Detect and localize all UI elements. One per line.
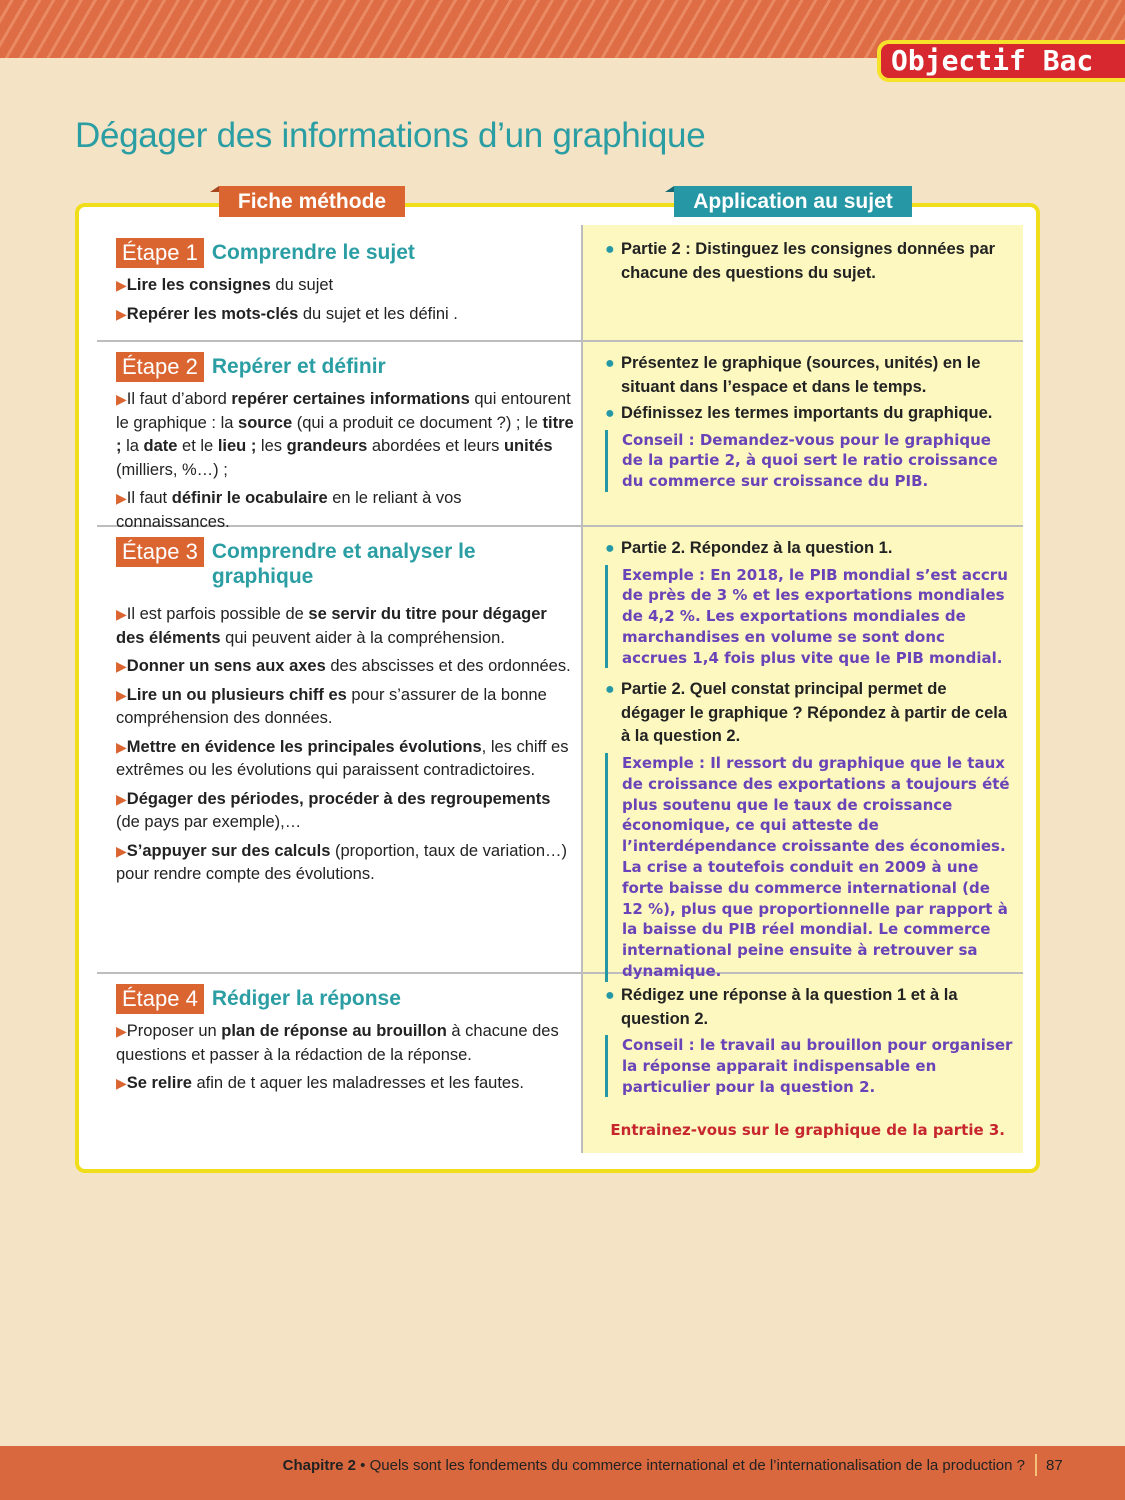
application-point: ● Partie 2. Quel constat principal permet de dégager le graphique ? Répondez à partir de cela à la question 2.	[605, 680, 1008, 746]
application-section-4	[605, 984, 1015, 1154]
application-section-1	[605, 238, 1015, 288]
application-point: ● Présentez le graphique (sources, unités) en le situant dans l’espace et dans le temps.	[605, 354, 981, 396]
arrow-bullet-icon: ▶	[116, 1075, 127, 1091]
training-prompt: Entrainez-vous sur le graphique de la partie 3.	[610, 1121, 1005, 1139]
exemple-note: Exemple : Il ressort du graphique que le taux de croissance des exportations a toujours été plus soutenu que le taux de croissance économique, ce qui atteste de l’interdépendance croissante des économies. La crise a toutefois conduit en 2009 à une forte baisse du commerce international (de 12 %), plus que proportionnelle par rapport à la baisse du PIB réel mondial. Le commerce international peine ensuite à retrouver sa dynamique.	[605, 753, 1015, 982]
step-title: Comprendre le sujet	[211, 241, 415, 264]
application-point: ● Partie 2 : Distinguez les consignes données par chacune des questions du sujet.	[605, 240, 996, 282]
arrow-bullet-icon: ▶	[116, 277, 127, 293]
step-items	[116, 274, 576, 326]
step-title: Rédiger la réponse	[211, 987, 401, 1010]
application-point: ● Partie 2. Répondez à la question 1.	[605, 537, 1015, 561]
chapter-info: Chapitre 2 • Quels sont les fondements du commerce international et de l’internationalisation de la production ?	[282, 1457, 1025, 1474]
step-item: ▶S’appuyer sur des calculs (proportion, taux de variation…) pour rendre compte des évolutions.	[116, 841, 567, 883]
step-item: ▶Il faut définir le ocabulaire en le reliant à vos connaissances.	[116, 489, 462, 531]
exemple-note: Exemple : En 2018, le PIB mondial s’est accru de près de 3 % et les exportations mondiales de 4,2 %. Les exportations mondiales de marchandises en volume se sont donc accrues 1,4 fois plus vite que le PIB mondial.	[605, 565, 1015, 669]
column-divider	[581, 225, 583, 1153]
arrow-bullet-icon: ▶	[116, 790, 127, 807]
step-badge: Étape 2	[116, 352, 204, 382]
page-footer	[0, 1446, 1125, 1500]
conseil-note: Conseil : Demandez-vous pour le graphique de la partie 2, à quoi sert le ratio croissance du commerce sur croissance du PIB.	[605, 430, 1015, 492]
step-items	[116, 388, 576, 534]
bullet-icon: ●	[605, 540, 615, 557]
step-item: ▶Lire les consignes du sujet	[116, 276, 334, 294]
footer-separator	[1035, 1454, 1037, 1476]
step-item: ▶Il faut d’abord repérer certaines informations qui entourent le graphique : la source (qui a produit ce document ?) ; le titre ; la date et le lieu ; les grandeurs abordées et leurs unités (milliers, %…) ;	[116, 390, 574, 479]
step-item: ▶Lire un ou plusieurs chiff es pour s’assurer de la bonne compréhension des données.	[116, 685, 547, 727]
arrow-bullet-icon: ▶	[116, 1023, 127, 1039]
step-badge: Étape 3	[116, 537, 204, 567]
bullet-icon: ●	[605, 355, 615, 372]
tab-application-au-sujet: Application au sujet	[674, 186, 912, 217]
step-1-section	[116, 238, 576, 326]
bullet-icon: ●	[605, 681, 615, 699]
step-item: ▶Il est parfois possible de se servir du titre pour dégager des éléments qui peuvent aider à la compréhension.	[116, 605, 547, 647]
page-number: 87	[1046, 1457, 1063, 1474]
arrow-bullet-icon: ▶	[116, 606, 127, 622]
step-item: ▶Dégager des périodes, procéder à des regroupements (de pays par exemple),…	[116, 789, 551, 831]
step-item: ▶Proposer un plan de réponse au brouillon à chacune des questions et passer à la rédaction de la réponse.	[116, 1022, 559, 1064]
step-badge: Étape 4	[116, 984, 204, 1014]
step-item: ▶Donner un sens aux axes des abscisses et des ordonnées.	[116, 657, 571, 675]
application-section-2	[605, 352, 1015, 500]
arrow-bullet-icon: ▶	[116, 686, 127, 703]
arrow-bullet-icon: ▶	[116, 658, 127, 674]
method-frame	[75, 203, 1040, 1173]
step-item: ▶Repérer les mots-clés du sujet et les défini .	[116, 304, 458, 323]
step-title: Repérer et définir	[211, 355, 386, 378]
bullet-icon: ●	[605, 987, 615, 1004]
step-items	[116, 603, 576, 887]
arrow-bullet-icon: ▶	[116, 391, 127, 407]
step-item: ▶Se relire afin de t aquer les maladresses et les fautes.	[116, 1074, 524, 1092]
arrow-bullet-icon: ▶	[116, 305, 127, 322]
step-item: ▶Mettre en évidence les principales évolutions, les chiff es extrêmes ou les évolutions qui paraissent contradictoires.	[116, 737, 569, 779]
application-point: ● Définissez les termes importants du graphique.	[605, 402, 1015, 426]
objectif-bac-badge: Objectif Bac	[877, 40, 1125, 82]
chapter-label: Chapitre 2	[282, 1457, 357, 1474]
step-2-section	[116, 352, 576, 534]
arrow-bullet-icon: ▶	[116, 490, 127, 506]
row-divider	[97, 340, 1023, 342]
page-title: Dégager des informations d’un graphique	[75, 116, 706, 155]
conseil-note: Conseil : le travail au brouillon pour organiser la réponse apparait indispensable en particulier pour la question 2.	[605, 1035, 1015, 1097]
chapter-title: Quels sont les fondements du commerce international et de l’internationalisation de la production ?	[369, 1457, 1025, 1474]
step-items	[116, 1020, 576, 1096]
tab-fiche-methode: Fiche méthode	[219, 186, 405, 217]
step-badge: Étape 1	[116, 238, 204, 268]
bullet-icon: ●	[605, 405, 615, 422]
arrow-bullet-icon: ▶	[116, 738, 127, 755]
step-3-section	[116, 537, 576, 887]
step-4-section	[116, 984, 576, 1096]
step-title: Comprendre et analyser le graphique	[211, 540, 476, 588]
application-section-3	[605, 537, 1015, 990]
application-point: ● Rédigez une réponse à la question 1 et à la question 2.	[605, 986, 958, 1028]
bullet-icon: ●	[605, 241, 615, 258]
arrow-bullet-icon: ▶	[116, 842, 127, 859]
